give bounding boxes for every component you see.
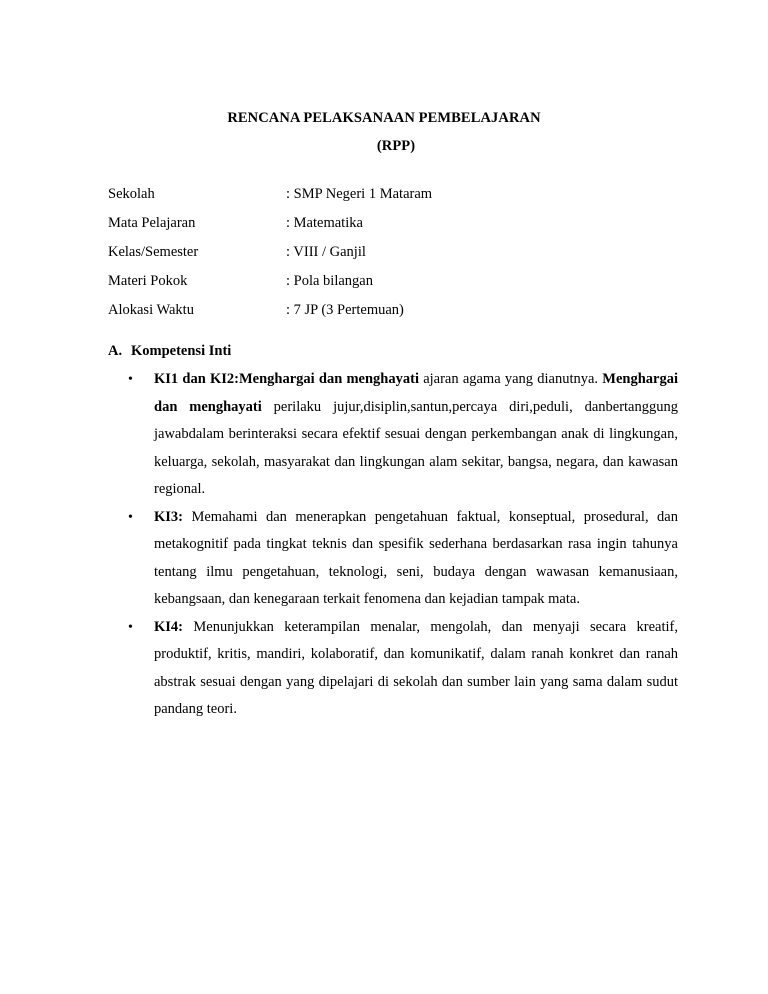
section-kompetensi-inti: [108, 340, 678, 366]
item-text: Menunjukkan keterampilan menalar, mengolah, dan menyaji secara kreatif, produktif, kritis, mandiri, kolaboratif, dan komunikatif, dalam ranah konkret dan ranah abstrak sesuai dengan yang dipelajari di sekolah dan sumber lain yang sama dalam sudut pandang teori.: [154, 618, 678, 717]
section-letter: A.: [108, 343, 123, 359]
document-title: RENCANA PELAKSANAAN PEMBELAJARAN: [227, 110, 541, 126]
identity-value: : Matematika: [286, 215, 363, 231]
section-title: Kompetensi Inti: [131, 343, 232, 359]
identity-value: : Pola bilangan: [286, 273, 373, 289]
identity-row-materi-pokok: [108, 270, 668, 299]
identity-label: Materi Pokok: [108, 273, 188, 289]
kompetensi-list: [108, 366, 678, 724]
list-item-ki4: [108, 614, 678, 724]
bullet-icon: •: [128, 619, 133, 635]
identity-table: [108, 183, 668, 328]
item-lead: KI3:: [154, 508, 183, 525]
identity-value: : 7 JP (3 Pertemuan): [286, 302, 404, 318]
identity-label: Mata Pelajaran: [108, 215, 196, 231]
list-item-ki1-ki2: [108, 366, 678, 504]
bullet-icon: •: [128, 509, 133, 525]
identity-row-kelas-semester: [108, 241, 668, 270]
identity-row-alokasi-waktu: [108, 299, 668, 328]
item-text: Memahami dan menerapkan pengetahuan faktual, konseptual, prosedural, dan metakognitif pada tingkat teknis dan spesifik sederhana berdasarkan rasa ingin tahunya tentang ilmu pengetahuan, teknologi, seni, budaya dengan wawasan kemanusiaan, kebangsaan, dan kenegaraan terkait fenomena dan kejadian tampak mata.: [154, 508, 678, 607]
item-lead: KI1 dan KI2:Menghargai dan menghayati: [154, 371, 419, 387]
identity-value: : SMP Negeri 1 Mataram: [286, 186, 433, 202]
identity-label: Alokasi Waktu: [108, 302, 194, 318]
item-lead: KI4:: [154, 618, 183, 635]
identity-label: Sekolah: [108, 186, 155, 202]
bullet-icon: •: [128, 372, 133, 387]
identity-row-sekolah: [108, 183, 668, 212]
item-text-2: perilaku jujur,disiplin,santun,percaya diri,peduli, danbertanggung jawabdalam berinteraksi secara efektif sesuai dengan perkembangan anak di lingkungan, keluarga, sekolah, masyarakat dan lingkungan alam sekitar, bangsa, negara, dan kawasan regional.: [154, 398, 678, 497]
section-heading: [108, 340, 678, 366]
document-subtitle: (RPP): [376, 138, 416, 154]
identity-value: : VIII / Ganjil: [286, 244, 366, 260]
list-item-ki3: [108, 504, 678, 614]
identity-row-mata-pelajaran: [108, 212, 668, 241]
item-lead-2: Menghargai dan menghayati: [154, 371, 678, 415]
identity-label: Kelas/Semester: [108, 244, 199, 260]
item-text: ajaran agama yang dianutnya.: [418, 371, 603, 387]
